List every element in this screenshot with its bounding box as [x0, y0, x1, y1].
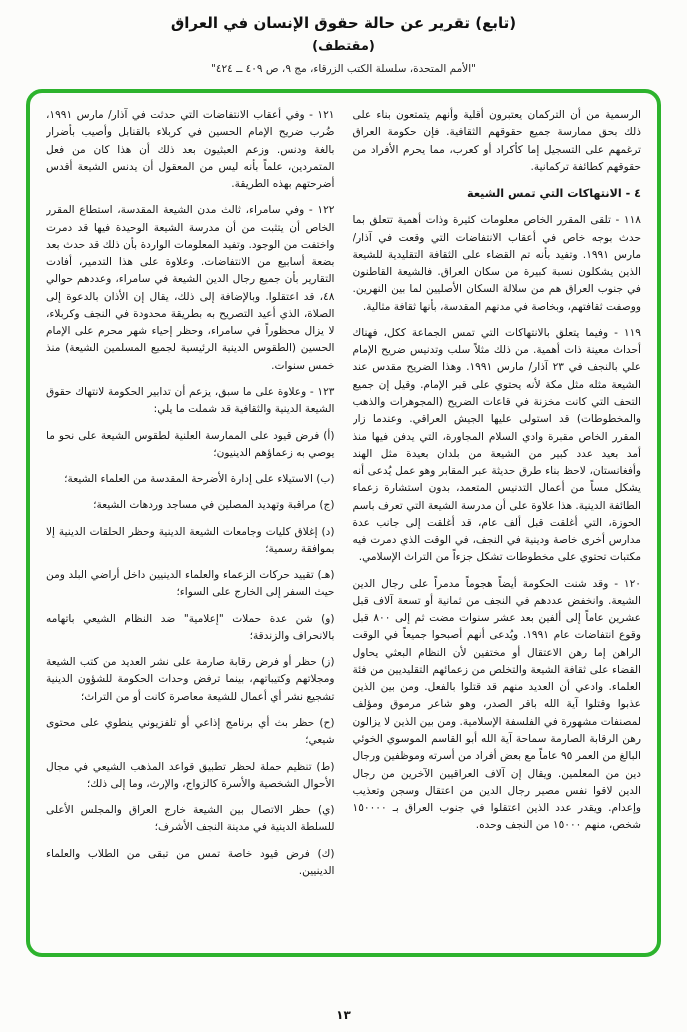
list-item-y: (ي) حظر الاتصال بين الشيعة خارج العراق والمجلس الأعلى للسلطة الدينية في مدينة النجف الأشرف؛ — [46, 804, 335, 834]
list-item-w: (و) شن عدة حملات "إعلامية" ضد النظام الشيعي باتهامه بالانحراف والزندقة؛ — [46, 612, 335, 642]
source-citation: "الأمم المتحدة، سلسلة الكتب الزرقاء، مج ٩، ص ٤٠٩ ــ ٤٢٤" — [211, 63, 476, 75]
page-number: ١٣ — [336, 1008, 351, 1022]
page-footer — [0, 1008, 687, 1022]
list-item-hh: (ح) حظر بث أي برنامج إذاعي أو تلفزيوني ينطوي على محتوى شيعي؛ — [46, 716, 335, 747]
paragraph-120: ١٢٠ - وقد شنت الحكومة أيضاً هجوماً مدمراً على رجال الدين الشيعة. وانخفض عددهم في النجف من ثمانية أو تسعة آلاف قبل عشرين عاماً إلى ألفين بعد عشر سنوات مضت ثم إلى ٨٠٠ قبل وقوع انتفاضات عام ١٩٩١. ويُدعى أنهم أصبحوا جميعاً في الوقت الراهن إما رهن الاعتقال أو مختفين لأن النظام البعثي يحاول القضاء على ثقافة الشيعة والتخلص من زعمائهم التقليديين من فئة العلماء. وادعي أن العديد منهم قد قتلوا بالفعل. ومن بين الذين عذبوا وقتلوا آية الله باقر الصدر، وهو شاعر مرموق ومؤلف لمصنفات مشهورة في الفلسفة الإسلامية. ومن بين الذين لا يزالون رهن الرقابة الصارمة سماحة آية الله أبو القاسم الموسوي الخوئي البالغ من العمر ٩٥ عاماً مع بعض أفراد من أسرته وموظفين ورجال دين من المعلمين. ويقال إن آلاف العراقيين الآخرين من رجال الدين لاقوا نفس مصير رجال الدين من اعتقال وسجن وتعذيب وإعدام. ويقدر عدد الذين اعتقلوا في جنوب العراق بـ ١٥٠٠٠٠ شخص، منهم ١٥٠٠٠ من النجف وحده. — [352, 577, 641, 832]
paragraph-121: ١٢١ - وفي أعقاب الانتفاضات التي حدثت في آذار/ مارس ١٩٩١، ضُرب ضريح الإمام الحسين في كربلاء بالقنابل وأصيب بأضرار بالغة ودنس. وزعم العبثيون بعد ذلك أن هذا كان من فعل المتمردين، علماً بأنه ليس من المعقول أن يدنس الشيعة أقدس أضرحتهم بهذه الطريقة. — [46, 109, 335, 191]
paragraph-123: ١٢٣ - وعلاوة على ما سبق، يزعم أن تدابير الحكومة لانتهاك حقوق الشيعة الدينية والثقافية قد شملت ما يلي: — [46, 385, 335, 416]
list-item-z: (ز) حظر أو فرض رقابة صارمة على نشر العديد من كتب الشيعة ومجلاتهم وكتيباتهم، بينما ترفض وحدات الحكومة للشؤون الدينية تشجيع نشر أي أعمال للشيعة معاصرة كانت أو من التراث؛ — [46, 656, 335, 703]
list-item-h: (هـ) تقييد حركات الزعماء والعلماء الدينيين داخل أراضي البلد ومن حيث السفر إلى الخارج على السواء؛ — [46, 569, 335, 599]
paragraph-122: ١٢٢ - وفي سامراء، ثالث مدن الشيعة المقدسة، استطاع المقرر الخاص أن يتثبت من أن مدرسة الشيعة الوحيدة فيها قد دمرت واختفت من الوجود. وتفيد المعلومات الواردة بأن ذلك قد حدث بعد بضعة أسابيع من الانتفاضات. وعلاوة على هذا التدمير، أفادت التقارير بأن جميع رجال الدين الشيعة في سامراء، وعددهم حوالي ٤٨، قد اعتقلوا. وبالإضافة إلى ذلك، يقال إن الأذان بالدعوة إلى الصلاة، الذي أعيد التصريح به بطريقة محدودة في النجف وكربلاء، لا يزال محظوراً في سامراء، وحظر إحياء شهر محرم على الإمام الحسين (الطقوس الدينية الرئيسية لجميع المسلمين الشيعة) منذ خمس سنوات. — [46, 204, 335, 372]
list-item-k: (ك) فرض قيود خاصة تمس من تبقى من الطلاب والعلماء الدينيين. — [46, 847, 335, 877]
page-subtitle: (مقتطف) — [312, 39, 375, 54]
list-item-b: (ب) الاستيلاء على إدارة الأضرحة المقدسة من العلماء الشيعة؛ — [64, 473, 335, 486]
paragraph-118: ١١٨ - تلقى المقرر الخاص معلومات كثيرة وذات أهمية تتعلق بما حدث بوجه خاص في أعقاب الانتفاضات التي وقعت في آذار/ مارس ١٩٩١. وتفيد بأنه تم القضاء على الثقافة التقليدية للشيعة الذين يشكلون نسبة كبيرة من سكان العراق. فالشيعة القاطنون في جنوب العراق هم من سلالة السكان الأصليين لما بين النهرين. ووصفت ثقافتهم، وبخاصة في مدنهم المقدسة، بأنها ثقافة مثالية. — [352, 214, 641, 313]
page-title: (تابع) تقرير عن حالة حقوق الإنسان في العراق — [170, 14, 517, 32]
left-column — [46, 107, 335, 943]
continuation-paragraph: الرسمية من أن التركمان يعتبرون أقلية وأنهم يتمتعون بناء على ذلك بحق ممارسة جميع حقوقهم الثقافية. فإن حكومة العراق ترغمهم على التسجيل إما كأكراد أو كعرب، مما يحرم الأفراد من حقوقهم كطائفة تركمانية. — [352, 109, 641, 173]
list-item-j: (ج) مراقبة وتهديد المصلين في مساجد وردهات الشيعة؛ — [93, 499, 335, 512]
paragraph-119: ١١٩ - وفيما يتعلق بالانتهاكات التي تمس الجماعة ككل، فهناك أحداث معينة ذات أهمية. من ذلك مثلاً سلب وتدنيس ضريح الإمام علي بالنجف في ٢٣ آذار/ مارس ١٩٩١. وهذا الضريح مقدس عند الشيعة مثله مثل مكة لأنه يحتوي على قبر الإمام. وقيل إن جميع التحف التي كانت مخزنة في قاعات الضريح (المجوهرات والذهب والمخطوطات) قد استولى عليها الجيش العراقي. وعندما زار المقرر الخاص مقبرة وادي السلام المجاورة، التي يدفن فيها منذ أمد بعيد عدد كبير من الشيعة من بلدان بعيدة مثل الهند وأفغانستان، لاحظ بناء طرق حديثة عبر المقابر وهو عمل يُدعى أنه يشكل مساً من أعمال التدنيس المتعمد، بدون استشارة زعماء الطائفة الدينية. هذا علاوة على أن مدرسة الشيعة التي تعرف باسم الحوزة، التي أغلقت قبل ألف عام، قد أغلقت إلى جانب عدة مدارس أخرى خاصة ودينية في النجف، في الوقت الذي دمرت فيه مكتبات تحتوي على مخطوطات تشكل جزءاً من التراث الإسلامي. — [352, 326, 641, 564]
right-column — [353, 107, 642, 943]
list-item-t: (ط) تنظيم حملة لحظر تطبيق قواعد المذهب الشيعي في مجال الأحوال الشخصية والأسرة كالزواج، والإرث، وما إلى ذلك؛ — [46, 760, 335, 790]
section-heading-4: ٤ - الانتهاكات التي تمس الشيعة — [467, 187, 641, 201]
document-header — [0, 0, 687, 75]
list-item-d: (د) إغلاق كليات وجامعات الشيعة الدينية وحظر الحلقات الدينية إلا بموافقة رسمية؛ — [46, 525, 335, 555]
green-border-content-box — [26, 89, 661, 957]
list-item-a: (أ) فرض قيود على الممارسة العلنية لطقوس الشيعة على نحو ما يوصي به زعماؤهم الدينيون؛ — [46, 429, 335, 459]
